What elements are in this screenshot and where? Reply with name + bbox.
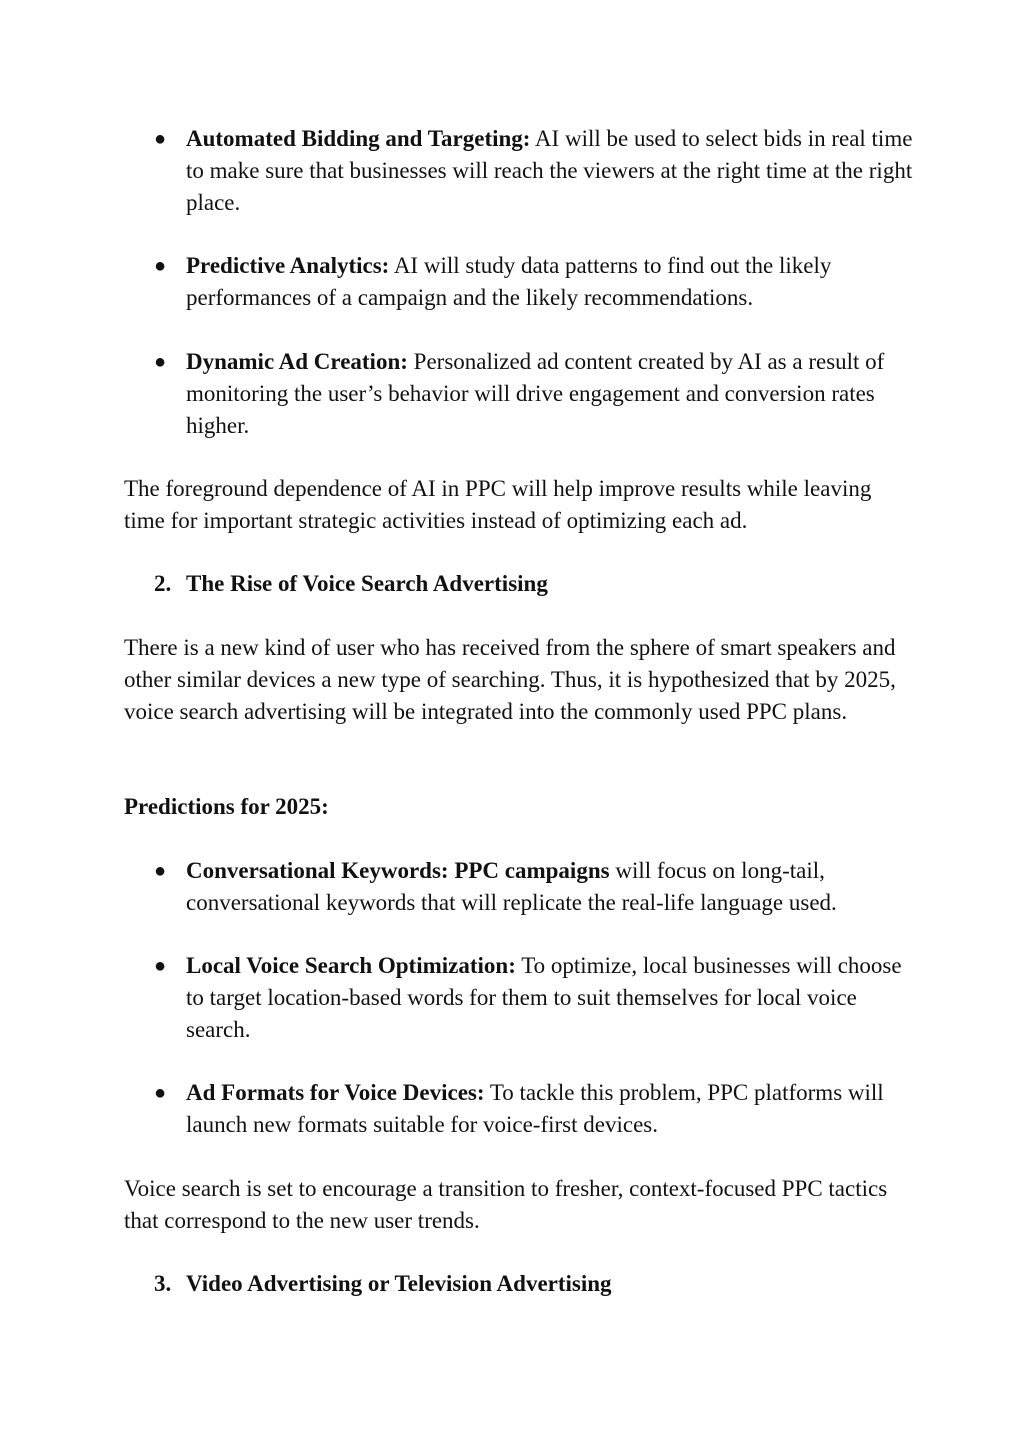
section-number: 3.	[154, 1271, 172, 1296]
list-item	[154, 950, 914, 1046]
bullet-marker: ●	[154, 128, 167, 150]
list-item-title: Predictive Analytics:	[186, 253, 390, 278]
list-item-title: Local Voice Search Optimization:	[186, 953, 516, 978]
list-item	[154, 346, 914, 442]
list-item-content	[186, 123, 914, 219]
list-item-content	[186, 950, 914, 1046]
list-item-title: Ad Formats for Voice Devices:	[186, 1080, 485, 1105]
list-item-text: AI will study data patterns to find out the likely performances of a campaign and the likely recommendations.	[186, 253, 832, 310]
list-item-text: To optimize, local businesses will choose to target location-based words for them to suit themselves for local voice search.	[186, 953, 902, 1042]
section-title: Video Advertising or Television Advertising	[186, 1271, 612, 1296]
list-item-text: AI will be used to select bids in real time to make sure that businesses will reach the viewers at the right time at the right place.	[186, 126, 913, 215]
subheading: Predictions for 2025:	[124, 794, 329, 819]
list-item	[154, 250, 914, 314]
section-title: The Rise of Voice Search Advertising	[186, 571, 548, 596]
paragraph: Voice search is set to encourage a transition to fresher, context-focused PPC tactics that correspond to the new user trends.	[124, 1176, 888, 1233]
list-item-title: Dynamic Ad Creation:	[186, 349, 408, 374]
list-item-content	[186, 346, 914, 442]
list-item-content	[186, 1077, 914, 1141]
list-item	[154, 1077, 914, 1141]
list-item-text: will focus on long-tail, conversational keywords that will replicate the real-life language used.	[186, 858, 837, 915]
section-heading	[154, 1268, 914, 1300]
bullet-marker: ●	[154, 351, 167, 373]
list-item-content	[186, 855, 914, 919]
list-item-text: To tackle this problem, PPC platforms will launch new formats suitable for voice-first devices.	[186, 1080, 884, 1137]
bullet-marker: ●	[154, 1082, 167, 1104]
list-item	[154, 123, 914, 219]
paragraph: There is a new kind of user who has received from the sphere of smart speakers and other similar devices a new type of searching. Thus, it is hypothesized that by 2025, voice search advertising will be integrated into the commonly used PPC plans.	[124, 635, 896, 724]
list-item-title: Automated Bidding and Targeting:	[186, 126, 531, 151]
list-item-text: Personalized ad content created by AI as a result of monitoring the user’s behavior will drive engagement and conversion rates higher.	[186, 349, 885, 438]
bullet-marker: ●	[154, 955, 167, 977]
section-heading	[154, 568, 914, 600]
bullet-marker: ●	[154, 255, 167, 277]
list-item-title: Conversational Keywords: PPC campaigns	[186, 858, 610, 883]
bullet-marker: ●	[154, 860, 167, 882]
paragraph: The foreground dependence of AI in PPC will help improve results while leaving time for important strategic activities instead of optimizing each ad.	[124, 476, 872, 533]
list-item-content	[186, 250, 914, 314]
section-number: 2.	[154, 571, 172, 596]
list-item	[154, 855, 914, 919]
